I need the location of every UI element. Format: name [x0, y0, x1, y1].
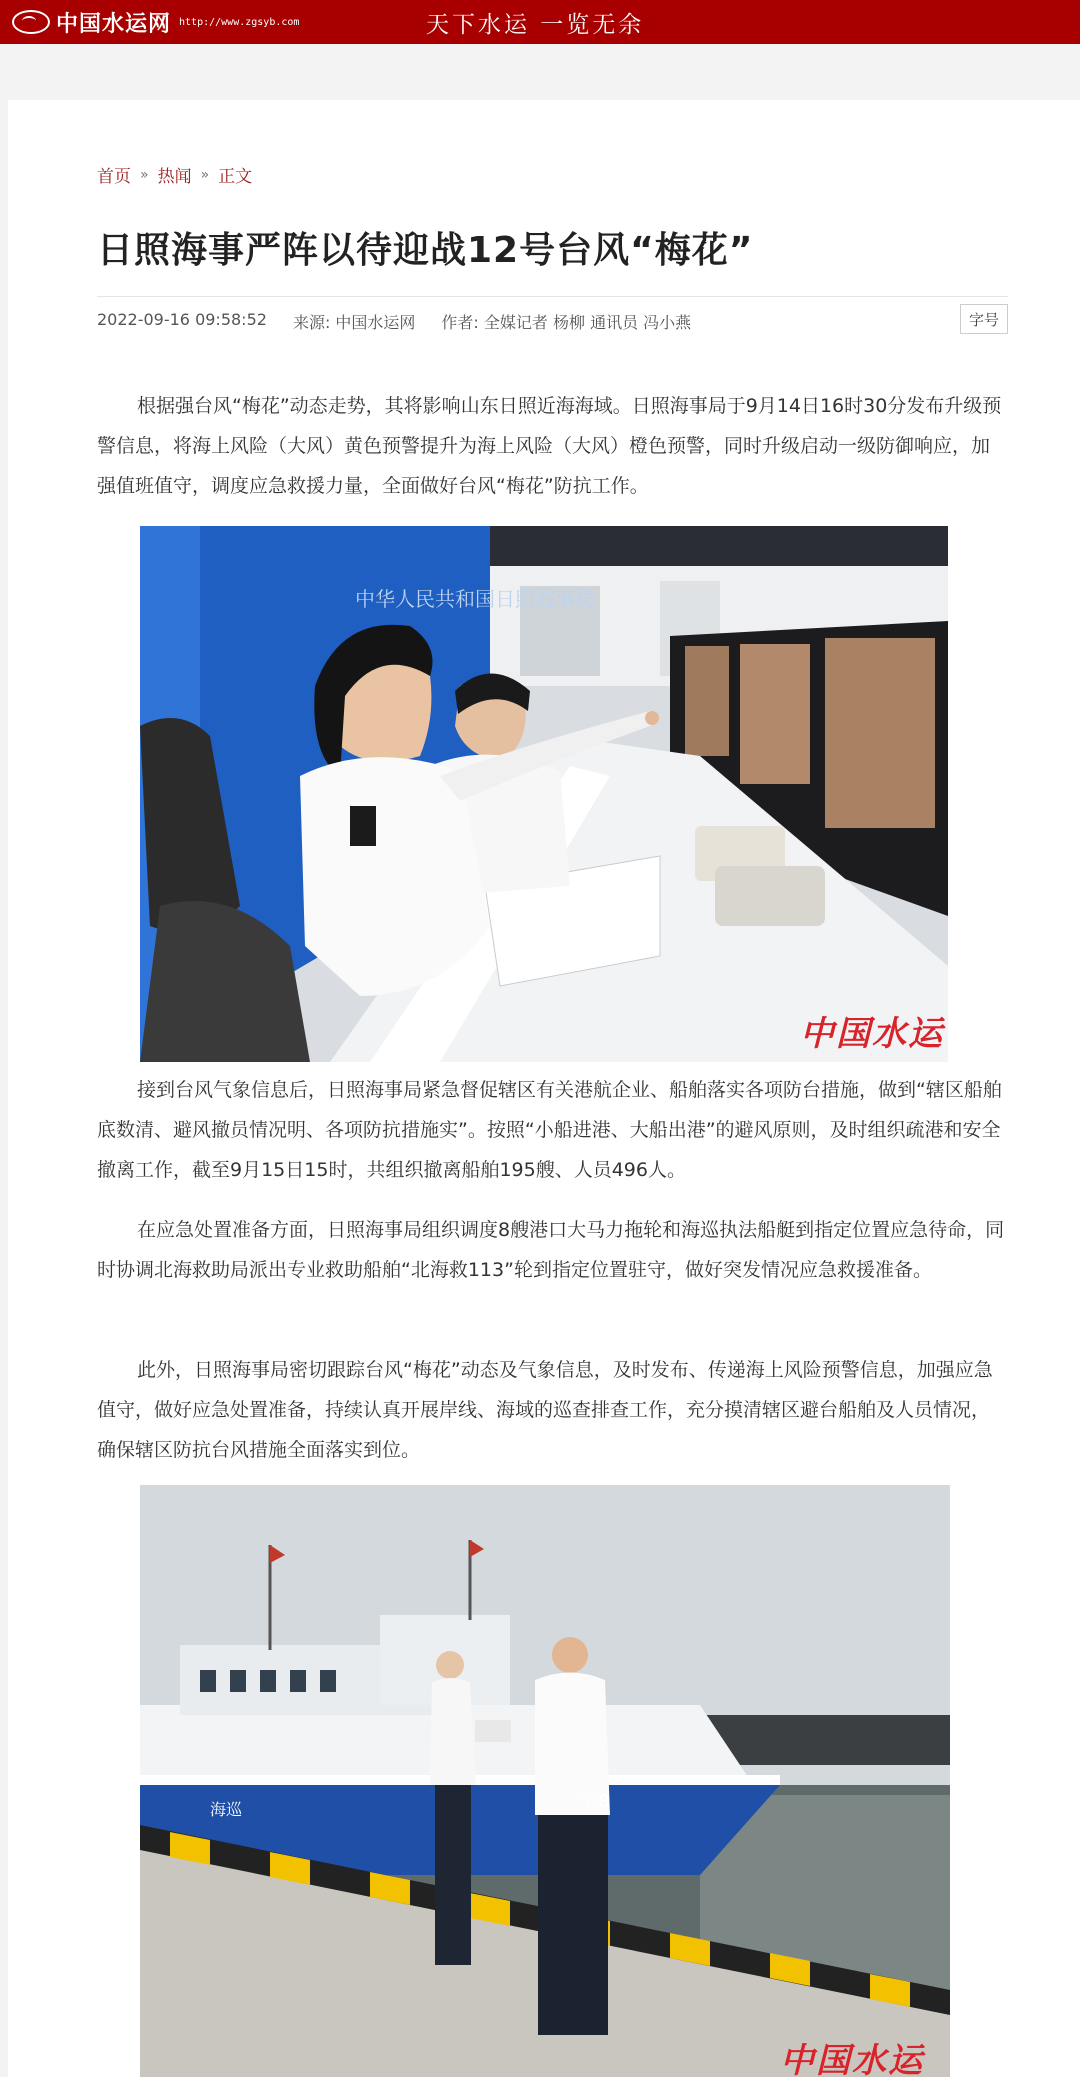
control-room-wall-text: 中华人民共和国日照海事局 [355, 587, 595, 611]
site-slogan: 天下水运 一览无余 [426, 12, 645, 38]
paragraph-4: 此外，日照海事局密切跟踪台风“梅花”动态及气象信息，及时发布、传递海上风险预警信息，加强应急值守，做好应急处置准备，持续认真开展岸线、海域的巡查排查工作，充分摸清辖区避台船舶及人员情况，确保辖区防抗台风措施全面落实到位。 [97, 1359, 993, 1461]
breadcrumb-separator: » [140, 166, 149, 183]
top-banner [0, 0, 1080, 44]
font-size-button[interactable]: 字号 [960, 304, 1008, 334]
dock-inspection-illustration [140, 1485, 950, 2077]
breadcrumb-news[interactable]: 热闻 [157, 167, 192, 187]
photo-dock-inspection [140, 1485, 950, 2077]
breadcrumb-article[interactable]: 正文 [218, 167, 253, 187]
title-divider [97, 296, 1008, 297]
article-datetime: 2022-09-16 09:58:52 [97, 310, 267, 329]
photo-control-room [140, 526, 948, 1062]
paragraph-3: 在应急处置准备方面，日照海事局组织调度8艘港口大马力拖轮和海巡执法船艇到指定位置应急待命，同时协调北海救助局派出专业救助船舶“北海救113”轮到指定位置驻守，做好突发情况应急救援准备。 [97, 1219, 1005, 1281]
paragraph-2: 接到台风气象信息后，日照海事局紧急督促辖区有关港航企业、船舶落实各项防台措施，做到“辖区船舶底数清、避风撤员情况明、各项防抗措施实”。按照“小船进港、大船出港”的避风原则，及时组织疏港和安全撤离工作，截至9月15日15时，共组织撤离船舶195艘、人员496人。 [97, 1079, 1002, 1181]
logo-icon [12, 10, 50, 34]
article-title: 日照海事严阵以待迎战12号台风“梅花” [97, 230, 754, 271]
logo-name: 中国水运网 [56, 10, 172, 37]
breadcrumb-separator: » [200, 166, 210, 183]
photo2-watermark: 中国水运 [780, 2041, 924, 2077]
breadcrumb [97, 162, 252, 187]
paragraph-1: 根据强台风“梅花”动态走势，其将影响山东日照近海海域。日照海事局于9月14日16时30分发布升级预警信息，将海上风险（大风）黄色预警提升为海上风险（大风）橙色预警，同时升级启动一级防御响应，加强值班值守，调度应急救援力量，全面做好台风“梅花”防抗工作。 [97, 395, 1002, 497]
breadcrumb-home[interactable]: 首页 [97, 167, 131, 187]
ship-hull-number: 字8 [580, 1791, 610, 1812]
article-source: 来源: 中国水运网 [292, 313, 416, 332]
logo-url: http://www.zgsyb.com [179, 16, 300, 28]
site-logo[interactable] [12, 6, 299, 38]
photo1-watermark: 中国水运 [800, 1014, 944, 1054]
article-card [8, 100, 1080, 2077]
control-room-illustration [140, 526, 948, 1062]
ship-hull-text: 海巡 [210, 1800, 243, 1819]
article-author: 作者: 全媒记者 杨柳 通讯员 冯小燕 [441, 313, 692, 332]
article-meta [97, 310, 717, 333]
